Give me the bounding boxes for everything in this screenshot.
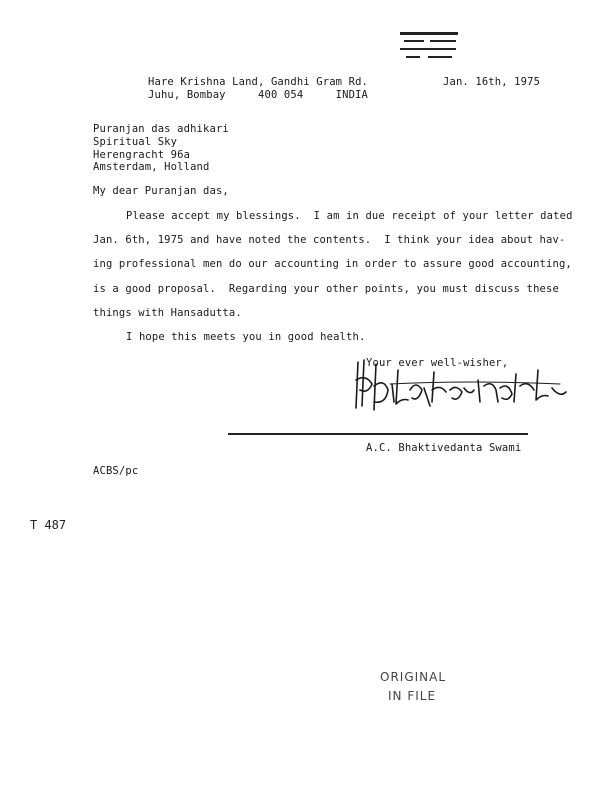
recipient-line-3: Herengracht 96a bbox=[93, 149, 191, 161]
recipient-line-2: Spiritual Sky bbox=[93, 136, 178, 148]
letter-date: Jan. 16th, 1975 bbox=[443, 76, 541, 88]
closing-line: Your ever well-wisher, bbox=[366, 357, 509, 369]
body-line: is a good proposal. Regarding your other points, you must discuss these bbox=[93, 283, 559, 295]
signatory-name: A.C. Bhaktivedanta Swami bbox=[366, 442, 522, 454]
closing-paragraph: I hope this meets you in good health. bbox=[126, 331, 366, 343]
signature-rule bbox=[228, 433, 528, 435]
body-line: Please accept my blessings. I am in due receipt of your letter dated bbox=[126, 210, 573, 222]
file-mark: T 487 bbox=[30, 518, 67, 532]
body-line: ing professional men do our accounting in order to assure good accounting, bbox=[93, 258, 572, 270]
original-in-file-stamp bbox=[376, 656, 456, 711]
body-line: Jan. 6th, 1975 and have noted the contents. I think your idea about hav- bbox=[93, 234, 566, 246]
address-line-1: Hare Krishna Land, Gandhi Gram Rd. bbox=[148, 76, 369, 88]
address-line-2: Juhu, Bombay 400 054 INDIA bbox=[148, 89, 369, 101]
signature bbox=[350, 350, 580, 420]
body-line: things with Hansadutta. bbox=[93, 307, 242, 319]
recipient-line-4: Amsterdam, Holland bbox=[93, 161, 210, 173]
top-stamp bbox=[398, 28, 460, 68]
recipient-name: Puranjan das adhikari bbox=[93, 123, 229, 135]
salutation: My dear Puranjan das, bbox=[93, 185, 229, 197]
typist-initials: ACBS/pc bbox=[93, 465, 139, 477]
stamp-line-1: ORIGINAL bbox=[380, 670, 447, 684]
stamp-line-2: IN FILE bbox=[388, 689, 437, 703]
